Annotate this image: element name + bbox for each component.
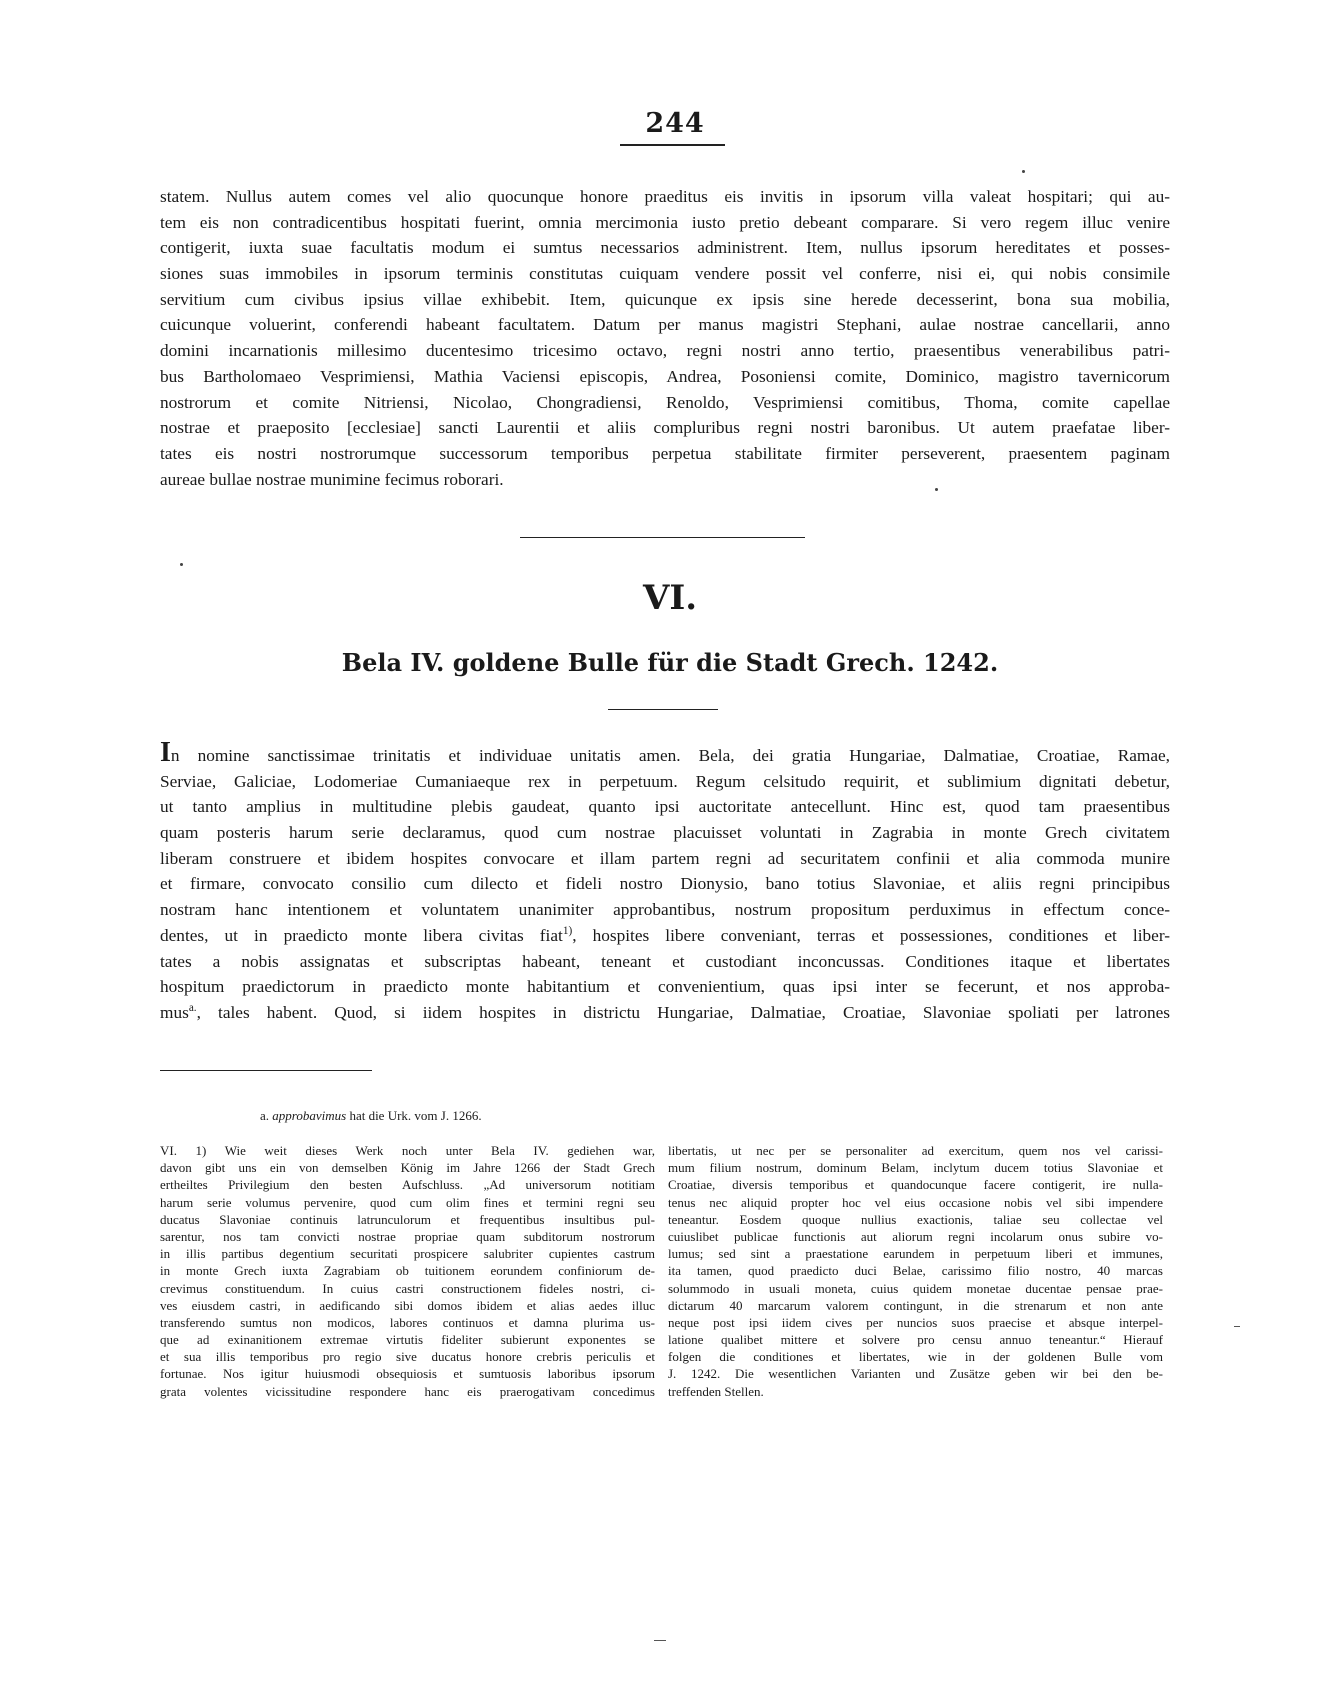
text-line: nostrorum et comite Nitriensi, Nicolao, Chongradiensi, Renoldo, Vesprimiensi comitibus, Thoma, comite capellae (160, 392, 1170, 412)
scan-speck (935, 488, 938, 491)
text-line: Serviae, Galiciae, Lodomeriae Cumaniaeque rex in perpetuum. Regum celsitudo requirit, et sublimium dignitati debetur, (160, 771, 1170, 791)
footnote-line: in monte Grech iuxta Zagrabiam ob tuitionem eorundem confiniorum de- (160, 1263, 655, 1279)
footnote-marker-a[interactable]: a. (188, 1002, 197, 1015)
footnote-line: cuiuslibet publicae functionis aut aliorum regni incolarum onus subire vo- (668, 1228, 1163, 1244)
footnote-line: que ad exinanitionem extremae virtutis fideliter subierunt exponentes se (160, 1332, 655, 1348)
text-line: tates eis nostri nostrorumque successorum temporibus perpetua stabilitate firmiter perseverent, praesentem paginam (160, 443, 1170, 463)
footnote-a-italic: approbavimus (272, 1108, 347, 1123)
footnote-line: latione qualibet mittere et solvere pro censu annuo teneantur.“ Hierauf (668, 1332, 1163, 1348)
text-block-charter (160, 737, 1170, 1026)
footnote-line: treffenden Stellen. (668, 1383, 764, 1399)
text-line: quam posteris harum serie declaramus, quod cum nostrae placuisset voluntati in Zagrabia in monte Grech civitatem (160, 823, 1170, 843)
text-line: nostram hanc intentionem et voluntatem unanimiter approbantibus, nostrum propositum perduximus in effectum conce- (160, 900, 1170, 920)
scan-speck (1022, 170, 1025, 173)
footnote-line: transferendo sumtus non modicos, labores continuos et damna plurima us- (160, 1314, 655, 1330)
section-divider (520, 537, 805, 538)
title-divider (608, 709, 718, 710)
footnote-column-left (160, 1142, 655, 1400)
text-line: domini incarnationis millesimo ducentesimo tricesimo octavo, regni nostri anno tertio, praesentibus venerabilibus patri- (160, 341, 1170, 361)
footnote-line: Croatiae, diversis temporibus et quandocunque facere contigerit, ire nulla- (668, 1177, 1163, 1193)
footnote-a (260, 1108, 960, 1124)
text-line-first (160, 737, 1170, 769)
text-line: servitium cum civibus ipsius villae exhibebit. Item, quicunque ex ipsis sine herede decesserint, bona sua mobilia, (160, 289, 1170, 309)
footnote-a-text: hat die Urk. vom J. 1266. (349, 1108, 482, 1123)
footnote-line: folgen die conditiones et libertates, wie in der goldenen Bulle vom (668, 1349, 1163, 1365)
footnote-line: crevimus constituendum. In cuius castri constructionem fideles nostri, ci- (160, 1280, 655, 1296)
footnote-line: neque post ipsi iidem cives per nuncios suos praecise et absque interpel- (668, 1314, 1163, 1330)
drop-cap: I (160, 737, 171, 768)
text-line: siones suas immobiles in ipsorum terminis constitutas cuiquam vendere possit vel conferre, nisi ei, qui nobis consimile (160, 264, 1170, 284)
footnote-line: J. 1242. Die wesentlichen Varianten und Zusätze geben wir bei den be- (668, 1366, 1163, 1382)
footnote-a-label: a. (260, 1108, 270, 1123)
footnote-marker-1[interactable]: 1) (562, 925, 573, 938)
footnote-line: VI. 1) Wie weit dieses Werk noch unter Bela IV. gediehen war, (160, 1143, 655, 1158)
footnote-line: mum filium nostrum, dominum Belam, inclytum ducem totius Slavoniae et (668, 1160, 1163, 1176)
text-line-first-rest: n nomine sanctissimae trinitatis et individuae unitatis amen. Bela, dei gratia Hungariae, Dalmatiae, Croatiae, Ramae, (170, 746, 1170, 765)
footnote-line: solummodo in usuali moneta, cuius quidem monetae ducentae pensae prae- (668, 1280, 1163, 1296)
footnote-line: ertheiltes Privilegium den besten Aufschluss. „Ad universorum notitiam (160, 1177, 655, 1193)
scan-mark (654, 1640, 666, 1641)
page-number: 244 (645, 108, 705, 139)
footnote-line: fortunae. Nos igitur huiusmodi obsequiosis et sumtuosis laboribus ipsorum (160, 1366, 655, 1382)
text-line-with-note (160, 1000, 1170, 1026)
section-number: VI. (642, 578, 698, 618)
scan-speck (180, 563, 183, 566)
footnote-line: teneantur. Eosdem quoque nullius exactionis, taliae seu collectae vel (668, 1211, 1163, 1227)
footnote-line: davon gibt uns ein von demselben König im Jahre 1266 der Stadt Grech (160, 1160, 655, 1176)
text-line: contigerit, iuxta suae facultatis modum ei sumtus necessarios administrent. Item, nullus ipsorum hereditates et posses- (160, 238, 1170, 258)
footnote-line: tenus nec aliquid propter hoc vel eius occasione nobis vel sibi impendere (668, 1194, 1163, 1210)
text-line: bus Bartholomaeo Vesprimiensi, Mathia Vaciensi episcopis, Andrea, Posoniensi comite, Dominico, magistro tavernicorum (160, 366, 1170, 386)
text-line: tates a nobis assignatas et subscriptas habeant, teneant et custodiant inconcussas. Conditiones itaque et libertates (160, 951, 1170, 971)
text-segment: mus (160, 1002, 189, 1022)
text-line: liberam construere et ibidem hospites convocare et illam partem regni ad securitatem confinii et alia commoda munire (160, 848, 1170, 868)
scan-mark (1234, 1326, 1240, 1327)
text-line: cuicunque voluerint, conferendi habeant facultatem. Datum per manus magistri Stephani, aulae nostrae cancellarii, anno (160, 315, 1170, 335)
text-line: nostrae et praeposito [ecclesiae] sancti Laurentii et aliis compluribus regni nostri baronibus. Ut autem praefatae liber- (160, 418, 1170, 438)
text-line: ut tanto amplius in multitudine plebis gaudeat, quanto ipsi auctoritate antecellunt. Hinc est, quod tam praesentibus (160, 797, 1170, 817)
page-number-rule (620, 144, 725, 146)
footnote-line: libertatis, ut nec per se personaliter ad exercitum, quem nos vel carissi- (668, 1143, 1163, 1158)
text-line: tem eis non contradicentibus hospitati fuerint, omnia mercimonia iusto pretio debeant comparare. Si vero regem illuc venire (160, 212, 1170, 232)
footnote-line: harum serie volumus pervenire, quod cum olim fines et termini regni seu (160, 1194, 655, 1210)
text-line-with-note (160, 923, 1170, 949)
text-line: hospitum praedictorum in praedicto monte habitantium et convenientium, quas ipsi inter se fecerunt, et nos approba- (160, 977, 1170, 997)
footnote-line: dictarum 40 marcarum valorem contingunt, in die strenarum et non ante (668, 1297, 1163, 1313)
text-segment: , tales habent. Quod, si iidem hospites in districtu Hungariae, Dalmatiae, Croatiae, Slavoniae spoliati per latrones (196, 1002, 1170, 1022)
footnote-line: in illis partibus degentium securitati prospicere salubriter cupientes castrum (160, 1246, 655, 1262)
text-block-continuation (160, 184, 1170, 492)
footnote-line: grata volentes vicissitudine respondere hanc eis praerogativam concedimus (160, 1383, 655, 1399)
footnote-line: lumus; sed sint a praestatione earundem in perpetuum liberi et immunes, (668, 1246, 1163, 1262)
footnote-line: ducatus Slavoniae continuis latrunculorum et frequentibus insultibus pul- (160, 1211, 655, 1227)
footnote-line: ves eiusdem castri, in aedificando sibi domos ibidem et alias aedes illuc (160, 1297, 655, 1313)
footnote-divider (160, 1070, 372, 1071)
text-line: aureae bullae nostrae munimine fecimus roborari. (160, 469, 504, 489)
text-segment: dentes, ut in praedicto monte libera civitas fiat (160, 925, 563, 945)
footnote-column-right (668, 1142, 1163, 1400)
footnote-line: sarentur, nos tam convicti nostrae propriae quam subditorum nostrorum (160, 1228, 655, 1244)
footnote-line: ita tamen, quod praedicto duci Belae, carissimo filio nostro, 40 marcas (668, 1263, 1163, 1279)
text-line: statem. Nullus autem comes vel alio quocunque honore praeditus eis invitis in ipsorum villa valeat hospitari; qui au- (160, 187, 1170, 206)
footnote-line: et sua illis temporibus pro regio sive ducatus honore crebris periculis et (160, 1349, 655, 1365)
text-line: et firmare, convocato consilio cum dilecto et fideli nostro Dionysio, bano totius Slavoniae, et aliis regni principibus (160, 874, 1170, 894)
section-title: Bela IV. goldene Bulle für die Stadt Grech. 1242. (341, 648, 999, 677)
text-segment: , hospites libere conveniant, terras et possessiones, conditiones et liber- (572, 925, 1170, 945)
